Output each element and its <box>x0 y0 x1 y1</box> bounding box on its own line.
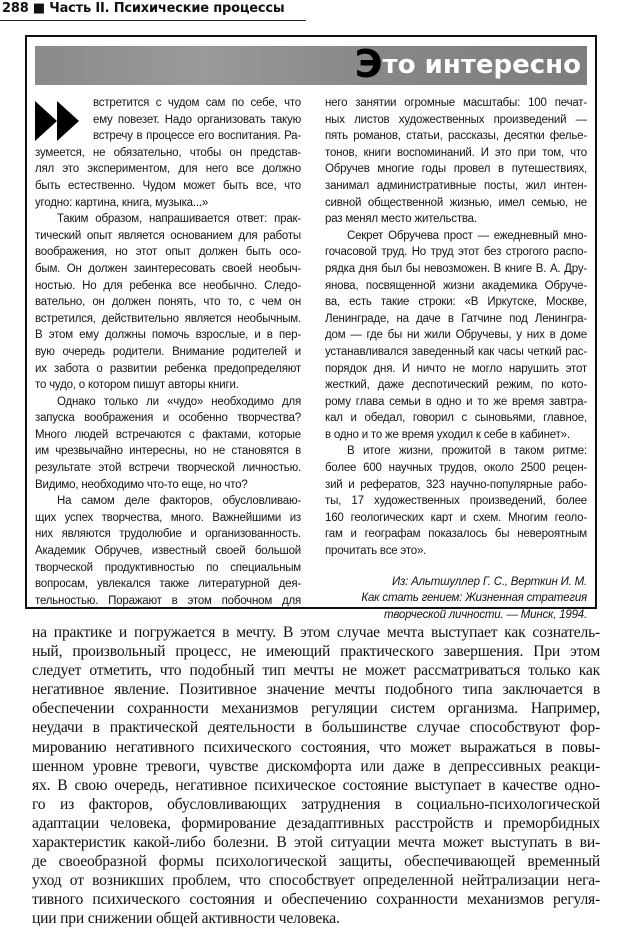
text-line: неудачи в практической деятельности в большинстве случае способствуют фор- <box>32 719 600 737</box>
text-line: В этом ему должны помочь взрослые, и в пер- <box>35 329 301 342</box>
header-rule <box>0 20 306 21</box>
text-line: занимал административные посты, жил интен- <box>325 179 587 192</box>
text-line: В итоге жизни, прожитой в таком ритме: <box>347 445 587 458</box>
text-line: зий и рефератов, 323 научно-популярные рабо- <box>325 478 587 491</box>
text-line: него занятии огромные масштабы: 100 печат- <box>325 97 587 109</box>
text-line: лял это экспериментом, для него все должно <box>35 163 301 176</box>
sidebar-left-column <box>35 95 301 609</box>
text-line: вопросам, увлекался также литературной дея- <box>35 578 301 591</box>
text-line: кал и обедал, говорил с сыновьями, главное, <box>325 412 587 425</box>
text-line: адаптации человека, формирование дезадаптивных расстройств и преморбидных <box>32 814 600 832</box>
text-line: ный, произвольный процесс, не имеющий практического завершения. При этом <box>32 643 600 661</box>
text-line: прочитать все это». <box>325 545 427 558</box>
text-line: то чудо, о котором пишут авторы книги. <box>35 379 239 392</box>
paragraph <box>35 95 301 211</box>
citation-line: Как стать гением: Жизненная стратегия <box>361 592 587 605</box>
text-line: го из факторов, обусловливающих затруднения в социально-психологической <box>32 795 600 813</box>
text-line: де своеобразной формы психологической защиты, обеспечивающей временный <box>32 853 600 871</box>
text-line: характеристик какой-либо болезни. В этой ситуации мечта может выступать в ви- <box>32 834 600 852</box>
text-line: ему повезет. Надо организовать такую <box>93 113 301 126</box>
text-line: негативное явление. Позитивное значение мечты подобного типа заключается в <box>32 681 600 699</box>
page-number: 288 <box>2 1 29 16</box>
text-line: 160 геологических карт и схем. Многим геоло- <box>325 511 587 524</box>
text-line: вательно, он должен понять, что то, с чем он <box>35 296 301 309</box>
chapter-title: Часть II. Психические процессы <box>49 1 285 16</box>
text-line: ва, есть такие строки: «В Иркутске, Москве, <box>325 296 587 309</box>
text-line: встретился, действительно является необычным. <box>35 312 301 325</box>
text-line: раз менял место жительства. <box>325 213 477 226</box>
banner-initial: Э <box>354 42 383 86</box>
text-line: щих успех творчества, много. Важнейшими из <box>35 511 301 524</box>
text-line: ностью. Но для ребенка все необычно. Следо- <box>35 279 301 292</box>
text-line: результате этой встречи творческой личностью. <box>35 462 301 475</box>
text-line: ции при снижении общей активности человека. <box>32 910 340 928</box>
sidebar-box <box>25 35 597 621</box>
text-line: ях. В свою очередь, негативное психическое состояние выступает в качестве одно- <box>32 776 600 794</box>
text-line: янова, посвященной жизни академика Обруче- <box>325 279 587 292</box>
text-line: зумеется, не обязательно, чтобы он представ- <box>35 146 301 159</box>
text-line: сивной общественной жизнью, имел семью, не <box>325 196 587 209</box>
citation-line: Из: Альтшуллер Г. С., Верткин И. М. <box>391 575 587 588</box>
text-line: уход от возникших проблем, что способствует определенной нейтрализации нега- <box>32 872 600 890</box>
text-line: ты, 17 художественных произведений, более <box>325 495 587 508</box>
paragraph <box>325 228 587 444</box>
text-line: Ленинграде, на даче в Гатчине под Ленингра- <box>325 312 587 325</box>
paragraph <box>35 493 301 609</box>
text-line: Много людей встречаются с фактами, которые <box>35 428 301 441</box>
paragraph <box>325 443 587 559</box>
text-line: шенном уровне тревоги, чувстве дискомфорта или даже в депрессивных реакци- <box>32 757 600 775</box>
text-line: Секрет Обручева прост — ежедневный мно- <box>347 229 587 242</box>
text-line: быть естественно. Чудом может быть все, что <box>35 179 301 192</box>
text-line: угодно: картина, книга, музыка...» <box>35 196 209 209</box>
text-line: в одно и то же время уходил к себе в кабинет». <box>325 428 570 441</box>
paragraph <box>35 394 301 494</box>
text-line: воображения, но этот опыт должен быть осо- <box>35 246 301 259</box>
text-line: На самом деле факторов, обусловливаю- <box>57 495 301 508</box>
text-line: запуска воображения и особенно творчества? <box>35 412 301 425</box>
text-line: Таким образом, напрашивается ответ: прак- <box>57 213 301 226</box>
text-line: ных листов художественных произведений — <box>325 113 587 126</box>
text-line: порядок дня. И ничто не могло нарушить этот <box>325 362 587 375</box>
text-line: пять романов, статьи, рассказы, десятки фелье- <box>325 130 587 143</box>
running-header <box>2 1 284 16</box>
text-line: рядка дня был бы невозможен. В книге В. А. Дру- <box>325 262 587 275</box>
text-line: тельностью. Поражают в этом побочном для <box>35 594 301 607</box>
paragraph <box>325 95 587 228</box>
text-line: тический опыт является основанием для работы <box>35 229 301 242</box>
text-line: вую очередь родители. Внимание родителей и <box>35 345 301 358</box>
header-separator: ■ <box>32 1 45 16</box>
text-line: устанавливался заведенный как часы четкий рас- <box>325 345 587 358</box>
text-line: их забота о развитии ребенка предопределяют <box>35 362 301 375</box>
text-line: Однако только ли «чудо» необходимо для <box>57 395 301 408</box>
text-line: творческой продуктивностью по специальным <box>35 561 301 574</box>
text-line: мированию негативного психического состояния, что может выражаться в повы- <box>32 738 600 756</box>
text-line: дом — где бы ни жили Обручевы, у них в доме <box>325 329 587 342</box>
text-line: рому глава семьи в одно и то же время завтра- <box>325 395 587 408</box>
banner-rest: то интересно <box>382 50 581 80</box>
text-line: Академик Обручев, известный своей большой <box>35 545 301 558</box>
text-line: Видимо, необходимо что-то еще, но что? <box>35 478 248 491</box>
text-line: встречу в процессе его воспитания. Ра- <box>93 130 301 143</box>
text-line: на практике и погружается в мечту. В этом случае мечта выступает как сознатель- <box>32 624 600 641</box>
text-line: гочасовой труд. Но труд этот без строгого распо- <box>325 246 587 259</box>
text-line: бым. Он должен заинтересовать своей необыч- <box>35 262 301 275</box>
banner-title <box>354 42 581 86</box>
body-text <box>32 623 600 929</box>
text-line: им чрезвычайно интересны, но не становятся в <box>35 445 301 458</box>
sidebar-right-column <box>325 95 587 623</box>
sidebar-banner <box>35 42 587 86</box>
citation <box>325 574 587 624</box>
text-line: тонов, книги воспоминаний. И это при том, что <box>325 146 587 159</box>
text-line: более 600 научных трудов, около 2500 рецен- <box>325 462 587 475</box>
text-line: Обручев многие годы провел в путешествиях, <box>325 163 587 176</box>
text-line: гам и географам показалось бы невероятным <box>325 528 587 541</box>
citation-line: творческой личности. — Минск, 1994. <box>383 608 587 621</box>
paragraph <box>35 211 301 394</box>
text-line: них являются трудолюбие и организованность. <box>35 528 301 541</box>
text-line: жесткий, даже деспотический режим, по кото- <box>325 379 587 392</box>
text-line: встретится с чудом сам по себе, что <box>93 97 301 109</box>
text-line: следует отметить, что подобный тип мечты не может рассматриваться только как <box>32 662 600 680</box>
text-line: обеспечении сохранности механизмов регуляции систем организма. Например, <box>32 700 600 718</box>
text-line: тивного психического состояния и обеспечению сохранности механизмов регуля- <box>32 891 600 909</box>
